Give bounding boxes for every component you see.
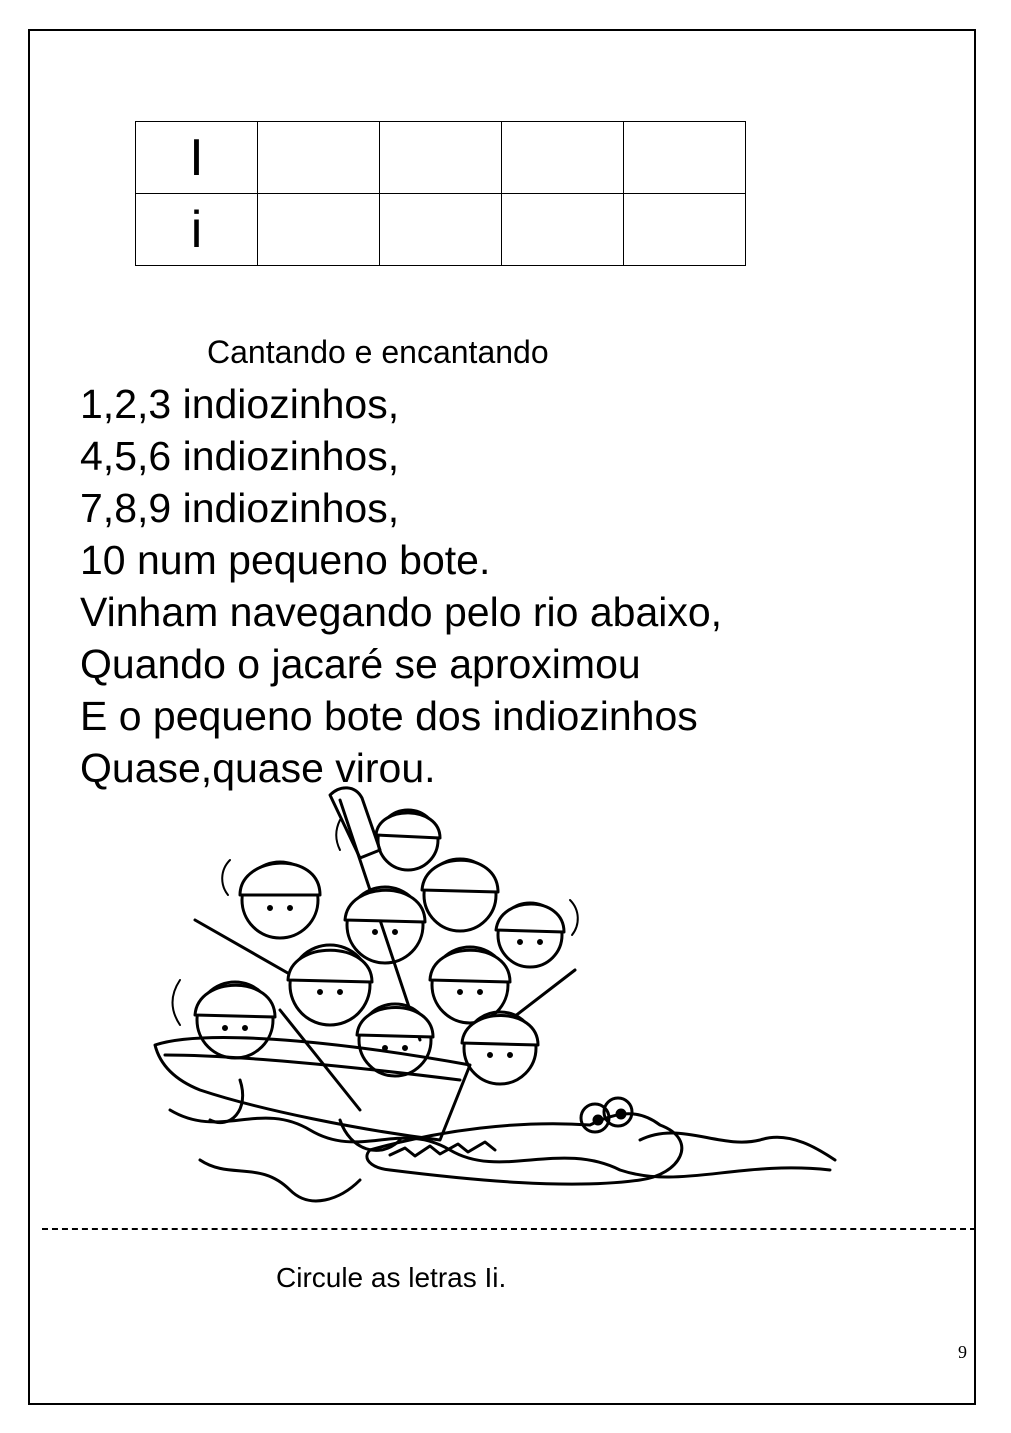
grid-row-lowercase: [136, 194, 746, 266]
grid-cell[interactable]: [258, 122, 380, 194]
grid-cell[interactable]: [624, 122, 746, 194]
grid-cell[interactable]: [380, 194, 502, 266]
grid-cell[interactable]: [380, 122, 502, 194]
instruction-text: Circule as letras Ii.: [276, 1262, 507, 1293]
song-line: 1,2,3 indiozinhos,: [80, 381, 400, 427]
song-line: Quando o jacaré se aproximou: [80, 641, 641, 687]
cut-line-divider: [42, 1228, 976, 1230]
grid-cell[interactable]: [502, 122, 624, 194]
song-line: 4,5,6 indiozinhos,: [80, 433, 400, 479]
letter-tracing-grid: [135, 121, 746, 266]
song-lyrics: [80, 378, 722, 794]
page-number: 9: [958, 1342, 967, 1362]
grid-cell: I: [136, 122, 258, 194]
song-line: Vinham navegando pelo rio abaixo,: [80, 589, 723, 635]
song-line: E o pequeno bote dos indiozinhos: [80, 693, 698, 739]
grid-row-uppercase: [136, 122, 746, 194]
grid-cell[interactable]: [258, 194, 380, 266]
grid-cell[interactable]: [502, 194, 624, 266]
children-boat-crocodile-icon: [140, 780, 840, 1220]
song-line: Quase,quase virou.: [80, 745, 436, 791]
grid-cell[interactable]: [624, 194, 746, 266]
song-title: Cantando e encantando: [207, 334, 549, 370]
grid-cell: i: [136, 194, 258, 266]
song-line: 10 num pequeno bote.: [80, 537, 491, 583]
song-line: 7,8,9 indiozinhos,: [80, 485, 400, 531]
